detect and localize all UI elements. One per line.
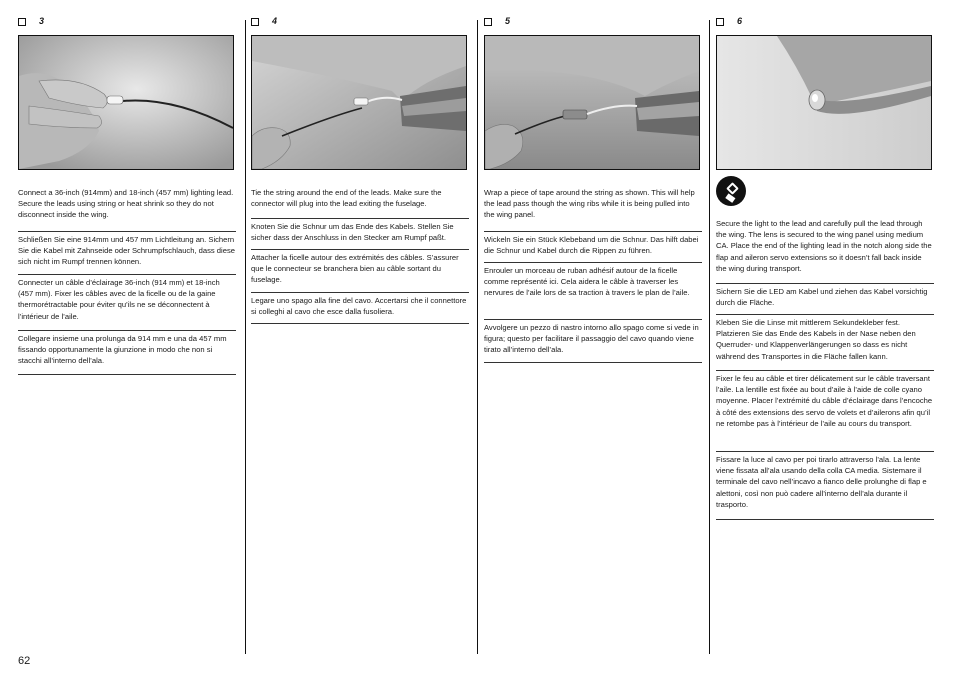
step-5-header [484,16,702,30]
step-5-column [484,16,702,30]
step-3-column [18,16,236,30]
column-divider [477,20,478,654]
step-6-header [716,16,934,30]
step-6-rule [716,370,934,371]
step-5-rule [484,262,702,263]
step-5-checkbox[interactable] [484,18,492,26]
step-4-paragraph-it: Legare uno spago alla fine del cavo. Accertarsi che il connettore si colleghi al cavo che esce dalla fusoliera. [251,296,467,317]
step-6-photo [716,35,932,170]
step-5-paragraph-it: Avvolgere un pezzo di nastro intorno allo spago come si vede in figura; questo per facilitare il passaggio del cavo quando viene tirato all’interno dell’ala. [484,323,699,355]
step-4-rule [251,249,469,250]
step-4-paragraph-de: Knoten Sie die Schnur um das Ende des Kabels. Stellen Sie sicher dass der Anschluss in den Stecker am Rumpf paßt. [251,222,454,243]
step-5-paragraph-de: Wickeln Sie ein Stück Klebeband um die Schnur. Das hilft dabei die Schnur und Kabel durch die Rippen zu führen. [484,235,699,256]
step-6-column [716,16,934,30]
step-3-rule [18,231,236,232]
page-number: 62 [18,655,31,667]
step-5-rule [484,362,702,363]
step-4-rule [251,292,469,293]
step-5-rule [484,231,702,232]
step-5-rule [484,319,702,320]
step-3-paragraph-en: Connect a 36-inch (914mm) and 18-inch (457 mm) lighting lead. Secure the leads using string or heat shrink so they do not disconnect inside the wing. [18,188,234,220]
step-3-photo [18,35,234,170]
step-6-checkbox[interactable] [716,18,724,26]
step-3-paragraph-de: Schließen Sie eine 914mm und 457 mm Lichtleitung an. Sichern Sie die Kabel mit Zahnseide oder Schrumpfschlauch, dass diese sich nicht im Rumpf trennen können. [18,235,235,267]
step-6-rule [716,314,934,315]
step-4-header [251,16,469,30]
step-3-rule [18,274,236,275]
step-5-photo [484,35,700,170]
step-6-paragraph-de: Sichern Sie die LED am Kabel und ziehen das Kabel vorsichtig durch die Fläche. [716,287,928,308]
column-divider [709,20,710,654]
step-4-paragraph-en: Tie the string around the end of the leads. Make sure the connector will plug into the lead exiting the fuselage. [251,188,442,209]
step-3-checkbox[interactable] [18,18,26,26]
step-6-rule [716,451,934,452]
step-6-paragraph-en: Secure the light to the lead and carefully pull the lead through the wing. The lens is secured to the wing panel using medium CA. Place the end of the lighting lead in the notch along side the flap and aileron servo extensions so it doesn’t fall back inside the wing during transport. [716,219,932,273]
step-4-checkbox[interactable] [251,18,259,26]
step-5-number: 5 [505,16,511,26]
step-5-paragraph-en: Wrap a piece of tape around the string as shown. This will help the lead pass though the wing ribs while it is being pulled into the wing panel. [484,188,695,220]
step-6-paragraph-it: Fissare la luce al cavo per poi tirarlo attraverso l’ala. La lente viene fissata all’ala usando della colla CA media. Sistemare il terminale del cavo nell’incavo a fianco delle prolunghe di flap e alettoni, così non può cadere all’interno dell’ala durante il trasporto. [716,455,927,509]
step-3-header [18,16,236,30]
step-6-paragraph-fr: Fixer le feu au câble et tirer délicatement sur le câble traversant l’aile. La lentille est fixée au bout d’aile à l’aide de colle cyano moyenne. Placer l’extrémité du câble d’éclairage dans l’encoche à côté des extensions des servo de volets et d’ailerons afin qu’il ne retombe pas à l’intérieur de l’aile au cours du transport. [716,374,933,428]
step-4-number: 4 [272,16,278,26]
step-3-number: 3 [39,16,45,26]
column-divider [245,20,246,654]
step-6-number: 6 [737,16,743,26]
step-4-rule [251,218,469,219]
step-3-rule [18,374,236,375]
step-4-photo [251,35,467,170]
step-3-rule [18,330,236,331]
step-3-paragraph-fr: Connecter un câble d’éclairage 36-inch (914 mm) et 18-inch (457 mm). Fixer les câbles avec de la ficelle ou de la gaine thermorétractable pour éviter qu’ils ne se déconnectent à l’intérieur de l’aile. [18,278,220,321]
step-6-paragraph-de-2: Kleben Sie die Linse mit mittlerem Sekundekleber fest. Platzieren Sie das Ende des Kabels in der Nase neben den Querruder- und Klappenverlängerungen so dass es nicht während des Transportes in die Fläche fallen kann. [716,318,916,361]
warning-icon [716,176,746,206]
step-4-paragraph-fr: Attacher la ficelle autour des extrémités des câbles. S’assurer que le connecteur se branchera bien au câble sortant du fuselage. [251,253,459,285]
step-6-rule [716,519,934,520]
step-6-rule [716,283,934,284]
step-5-paragraph-fr: Enrouler un morceau de ruban adhésif autour de la ficelle comme représenté ici. Cela aidera le câble à traverser les nervures de l’aile lors de sa traction à travers le plan de l’aile. [484,266,690,298]
step-4-rule [251,323,469,324]
step-3-paragraph-it: Collegare insieme una prolunga da 914 mm e una da 457 mm fissando opportunamente la giunzione in modo che non si stacchi all’interno dell’ala. [18,334,227,366]
step-4-column [251,16,469,30]
